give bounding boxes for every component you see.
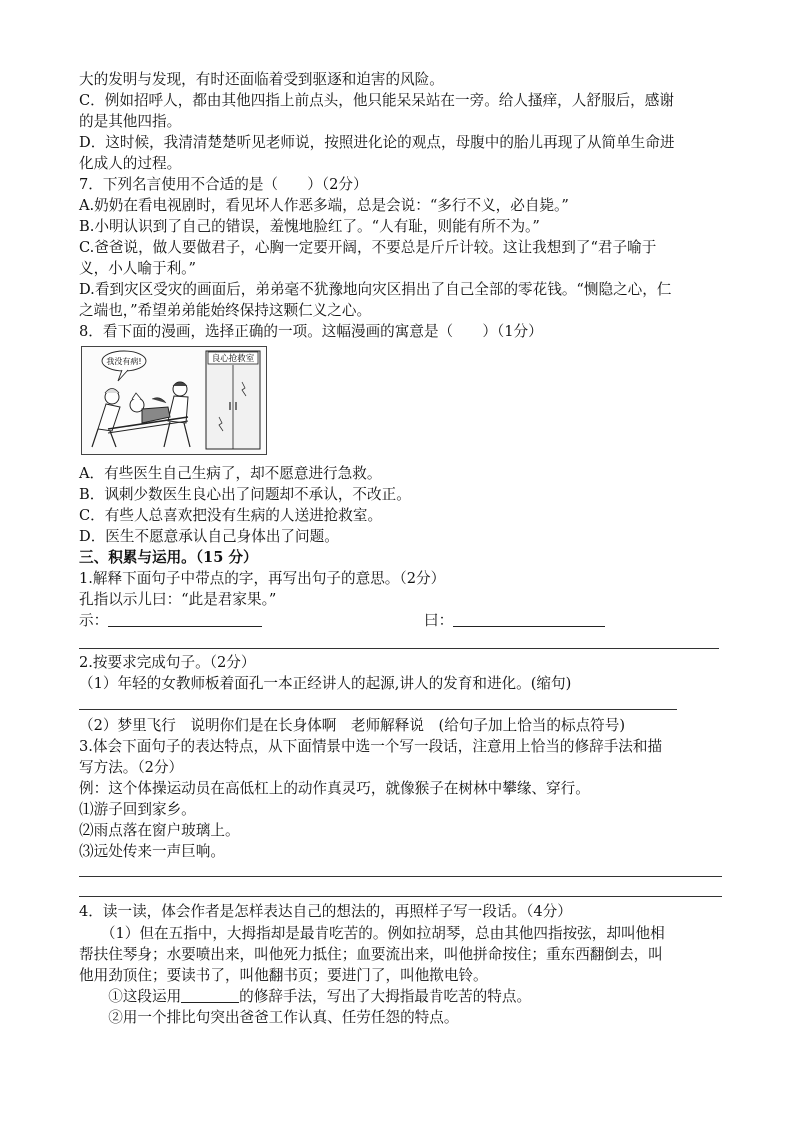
text-line: D．这时候，我清清楚楚听见老师说，按照进化论的观点，母腹中的胎儿再现了从简单生命进 bbox=[79, 134, 675, 151]
text-line: C．例如招呼人，都由其他四指上前点头，他只能呆呆站在一旁。给人搔痒，人舒服后，感谢 bbox=[79, 92, 674, 109]
q3-title-cont: 写方法。（2分） bbox=[79, 759, 184, 776]
door-sign: 良心抢救室 bbox=[211, 354, 255, 364]
cartoon-image bbox=[81, 346, 267, 455]
q2-title: 2.按要求完成句子。（2分） bbox=[79, 654, 256, 671]
answer-line[interactable] bbox=[79, 896, 722, 897]
q4-paragraph: （1）但在五指中，大拇指却是最肯吃苦的。例如拉胡琴，总由其他四指按弦，却叫他相 bbox=[79, 925, 665, 942]
text-line: 的是其他四指。 bbox=[79, 113, 182, 130]
answer-line[interactable] bbox=[79, 709, 677, 710]
q4-sub-2: ②用一个排比句突出爸爸工作认真、任劳任怨的特点。 bbox=[79, 1009, 459, 1026]
q8-option-b: B．讽刺少数医生良心出了问题却不承认，不改正。 bbox=[79, 486, 411, 503]
q1-blank-row-2 bbox=[424, 611, 605, 631]
q2-part-1: （1）年轻的女教师板着面孔一本正经讲人的起源,讲人的发育和进化。(缩句) bbox=[79, 675, 572, 692]
q7-option-b: B.小明认识到了自己的错误，羞愧地脸红了。“人有耻，则能有所不为。” bbox=[79, 218, 540, 235]
q1-quote: 孔指以示儿曰：“此是君家果。” bbox=[79, 591, 277, 608]
answer-line[interactable] bbox=[79, 876, 722, 877]
section-3-heading: 三、积累与运用。（15 分） bbox=[79, 549, 258, 566]
text-line: 义，小人喻于利。” bbox=[79, 260, 196, 277]
blank-label-shi: 示： bbox=[79, 612, 109, 629]
text-line: 大的发明与发现，有时还面临着受到驱逐和迫害的风险。 bbox=[79, 71, 444, 88]
q8-option-d: D．医生不愿意承认自己身体出了问题。 bbox=[79, 528, 339, 545]
cartoon-drawing bbox=[82, 347, 266, 454]
q4-paragraph: 帮扶住琴身；水要喷出来，叫他死力抵住；血要流出来，叫他拼命按住；重东西翻倒去，叫 bbox=[79, 946, 663, 963]
q4-paragraph: 他用劲顶住；要读书了，叫他翻书页；要进门了，叫他揿电铃。 bbox=[79, 967, 488, 984]
q4-sub-1-prefix: ①这段运用 bbox=[79, 988, 182, 1005]
q3-example: 例：这个体操运动员在高低杠上的动作真灵巧，就像猴子在树林中攀缘、穿行。 bbox=[79, 780, 590, 797]
q1-title: 1.解释下面句子中带点的字，再写出句子的意思。（2分） bbox=[79, 570, 446, 587]
q4-sub-1 bbox=[79, 987, 531, 1007]
q1-blank-row bbox=[79, 611, 262, 631]
q3-item-2: ⑵雨点落在窗户玻璃上。 bbox=[79, 822, 240, 839]
speech-bubble-text: 我没有病! bbox=[106, 357, 142, 366]
answer-blank-yue[interactable] bbox=[453, 612, 605, 627]
text-line: 化成人的过程。 bbox=[79, 155, 182, 172]
q7-option-d: D.看到灾区受灾的画面后，弟弟毫不犹豫地向灾区捐出了自己全部的零花钱。“恻隐之心，仁 bbox=[79, 281, 672, 298]
answer-line[interactable] bbox=[79, 648, 719, 649]
question-8: 8．看下面的漫画，选择正确的一项。这幅漫画的寓意是（ ）（1分） bbox=[79, 323, 543, 340]
q7-option-c: C.爸爸说，做人要做君子，心胸一定要开阔，不要总是斤斤计较。这让我想到了“君子喻于 bbox=[79, 239, 657, 256]
q2-part-2: （2）梦里飞行 说明你们是在长身体啊 老师解释说 (给句子加上恰当的标点符号) bbox=[79, 717, 626, 734]
answer-blank-shi[interactable] bbox=[108, 612, 262, 627]
q3-item-1: ⑴游子回到家乡。 bbox=[79, 801, 196, 818]
q8-option-c: C．有些人总喜欢把没有生病的人送进抢救室。 bbox=[79, 507, 383, 524]
blank-label-yue: 曰： bbox=[424, 612, 454, 629]
q7-option-a: A.奶奶在看电视剧时，看见坏人作恶多端，总是会说：“多行不义，必自毙。” bbox=[79, 197, 569, 214]
answer-blank-rhetoric[interactable] bbox=[181, 988, 239, 1003]
q4-title: 4．读一读，体会作者是怎样表达自己的想法的，再照样子写一段话。（4分） bbox=[79, 903, 572, 920]
q8-option-a: A．有些医生自己生病了，却不愿意进行急救。 bbox=[79, 465, 382, 482]
q4-sub-1-suffix: 的修辞手法，写出了大拇指最肯吃苦的特点。 bbox=[239, 988, 532, 1005]
q3-item-3: ⑶远处传来一声巨响。 bbox=[79, 843, 225, 860]
text-line: 之端也，”希望弟弟能始终保持这颗仁义之心。 bbox=[79, 302, 372, 319]
q3-title: 3.体会下面句子的表达特点，从下面情景中选一个写一段话，注意用上恰当的修辞手法和描 bbox=[79, 738, 663, 755]
question-7: 7．下列名言使用不合适的是（ ）（2分） bbox=[79, 176, 368, 193]
